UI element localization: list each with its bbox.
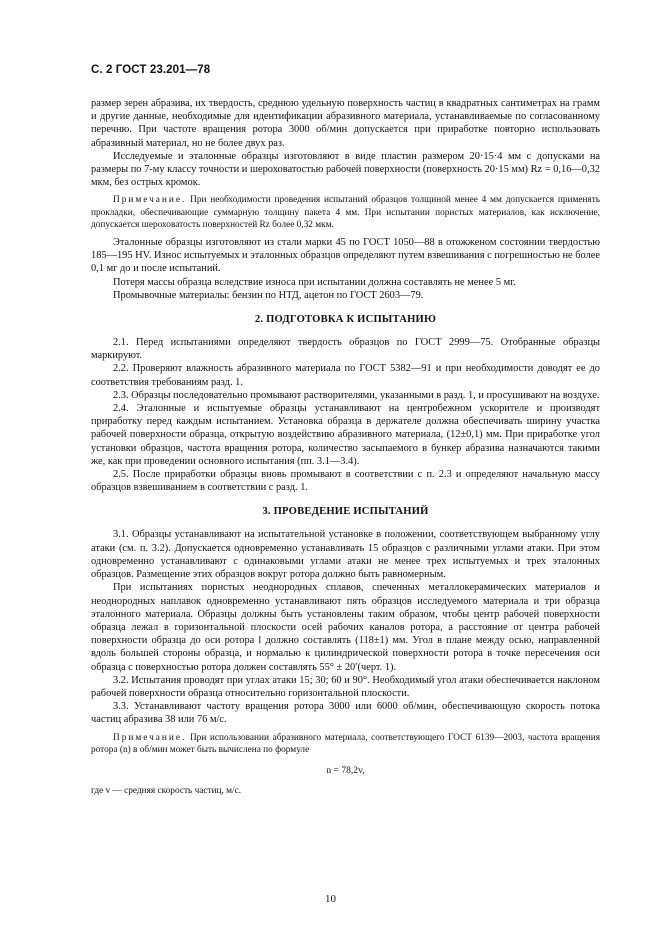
section-2-paragraph-3: 2.3. Образцы последовательно промывают растворителями, указанными в разд. 1, и просушивают на воздухе. xyxy=(113,389,600,401)
formula-legend: где v — средняя скорость частиц, м/с. xyxy=(91,785,242,796)
note-text: При необходимости проведения испытаний образцов толщиной менее 4 мм допускается применять прокладки, обеспечивающие суммарную толщину пакета 4 мм. При испытании пористых материалов, как исключение, допускается шероховатость поверхностей Rz более 0,32 мкм. xyxy=(91,195,601,230)
intro-paragraph-5: Промывочные материалы: бензин по НТД, ацетон по ГОСТ 2603—79. xyxy=(113,289,424,301)
section-2-paragraph-5: 2.5. После приработки образцы вновь промывают в соответствии с п. 2.3 и определяют начальную массу образцов взвешиванием в соответствии с разд. 1. xyxy=(91,469,600,494)
page-number: 10 xyxy=(325,893,336,905)
note-text: При использовании абразивного материала, соответствующего ГОСТ 6139—2003, частота вращения ротора (n) в об/мин может быть вычислена по формуле xyxy=(91,732,601,755)
page-header: С. 2 ГОСТ 23.201—78 xyxy=(91,64,211,76)
section-3-note xyxy=(91,732,600,756)
intro-paragraph-4: Потеря массы образца вследствие износа при испытании должна составлять не менее 5 мг. xyxy=(113,276,516,288)
note-label: Примечание. xyxy=(113,195,187,206)
section-3-paragraph-4: 3.3. Устанавливают частоту вращения ротора 3000 или 6000 об/мин, обеспечивающую скорость потока частиц абразива 38 или 76 м/с. xyxy=(91,701,600,726)
document-page xyxy=(91,64,600,797)
section-2-title: 2. ПОДГОТОВКА К ИСПЫТАНИЮ xyxy=(254,314,437,326)
section-2-paragraph-2: 2.2. Проверяют влажность абразивного материала по ГОСТ 5382—91 и при необходимости доводят ее до соответствия требованиям разд. 1. xyxy=(91,363,600,388)
note-label: Примечание. xyxy=(113,732,187,743)
section-2-paragraph-1: 2.1. Перед испытаниями определяют твердость образцов по ГОСТ 2999—75. Отобранные образцы маркируют. xyxy=(91,337,600,362)
intro-note xyxy=(91,194,600,231)
intro-paragraph-2: Исследуемые и эталонные образцы изготовляют в виде пластин размером 20·15·4 мм с допусками на размеры по 7-му классу точности и шероховатостью рабочей поверхности (поверхность 20·15 мм) Rz = 0,16—0,32 мкм, без острых кромок. xyxy=(91,150,600,189)
intro-paragraph-1: размер зерен абразива, их твердость, среднюю удельную поверхность частиц в квадратных сантиметрах на грамм и другие данные, необходимые для идентификации абразивного материала, устанавливаемые по согласованному перечню. При частоте вращения ротора 3000 об/мин допускается при приработке повторно использовать абразивный материал, но не более двух раз. xyxy=(91,98,600,149)
section-3-paragraph-3: 3.2. Испытания проводят при углах атаки 15; 30; 60 и 90°. Необходимый угол атаки обеспечивается наклоном рабочей поверхности образца относительно горизонтальной плоскости. xyxy=(91,674,600,699)
section-2-paragraph-4: 2.4. Эталонные и испытуемые образцы устанавливают на центробежном ускорителе и производят приработку перед каждым испытанием. Установка образца в держателе должна обеспечивать ширину участка рабочей поверхности образца, открытую воздействию абразивного материала, (12±0,1) мм. При приработке угол установки образцов, частота вращения ротора, количество засыпаемого в бункер абразива назначаются такими же, как при проведении основного испытания (пп. 3.1—3.4). xyxy=(91,403,600,467)
intro-paragraph-3: Эталонные образцы изготовляют из стали марки 45 по ГОСТ 1050—88 в отожженом состоянии твердостью 185—195 HV. Износ испытуемых и эталонных образцов определяют путем взвешивания с погрешностью не более 0,1 мг до и после испытаний. xyxy=(91,237,600,275)
section-3-paragraph-1: 3.1. Образцы устанавливают на испытательной установке в положении, соответствующем выбранному углу атаки (см. п. 3.2). Допускается одновременно устанавливать 15 образцов с различными углами атаки. При этом одновременно устанавливают с одинаковыми углами атаки не менее трех испытуемых и трех эталонных образцов. Размещение этих образцов вокруг ротора должно быть равномерным. xyxy=(91,529,600,581)
formula: n = 78,2v, xyxy=(326,764,365,776)
section-3-paragraph-2: При испытаниях пористых неоднородных сплавов, спеченных металлокерамических материалов и неоднородных наплавок одновременно устанавливают пять образцов исследуемого материала и три образца эталонного материала. Образцы должны быть установлены таким образом, чтобы центр рабочей поверхности образца лежал в горизонтальной плоскости осей рабочих каналов ротора, а расстояние от центра рабочей поверхности образца до оси ротора l должно составлять (118±1) мм. Угол в плане между осью, направленной вдоль большей стороны образца, и нормалью к цилиндрической поверхности ротора в точке пересечения оси образца с поверхностью ротора должен составлять 55° ± 20′(черт. 1). xyxy=(91,582,600,673)
section-3-title: 3. ПРОВЕДЕНИЕ ИСПЫТАНИЙ xyxy=(262,506,429,518)
